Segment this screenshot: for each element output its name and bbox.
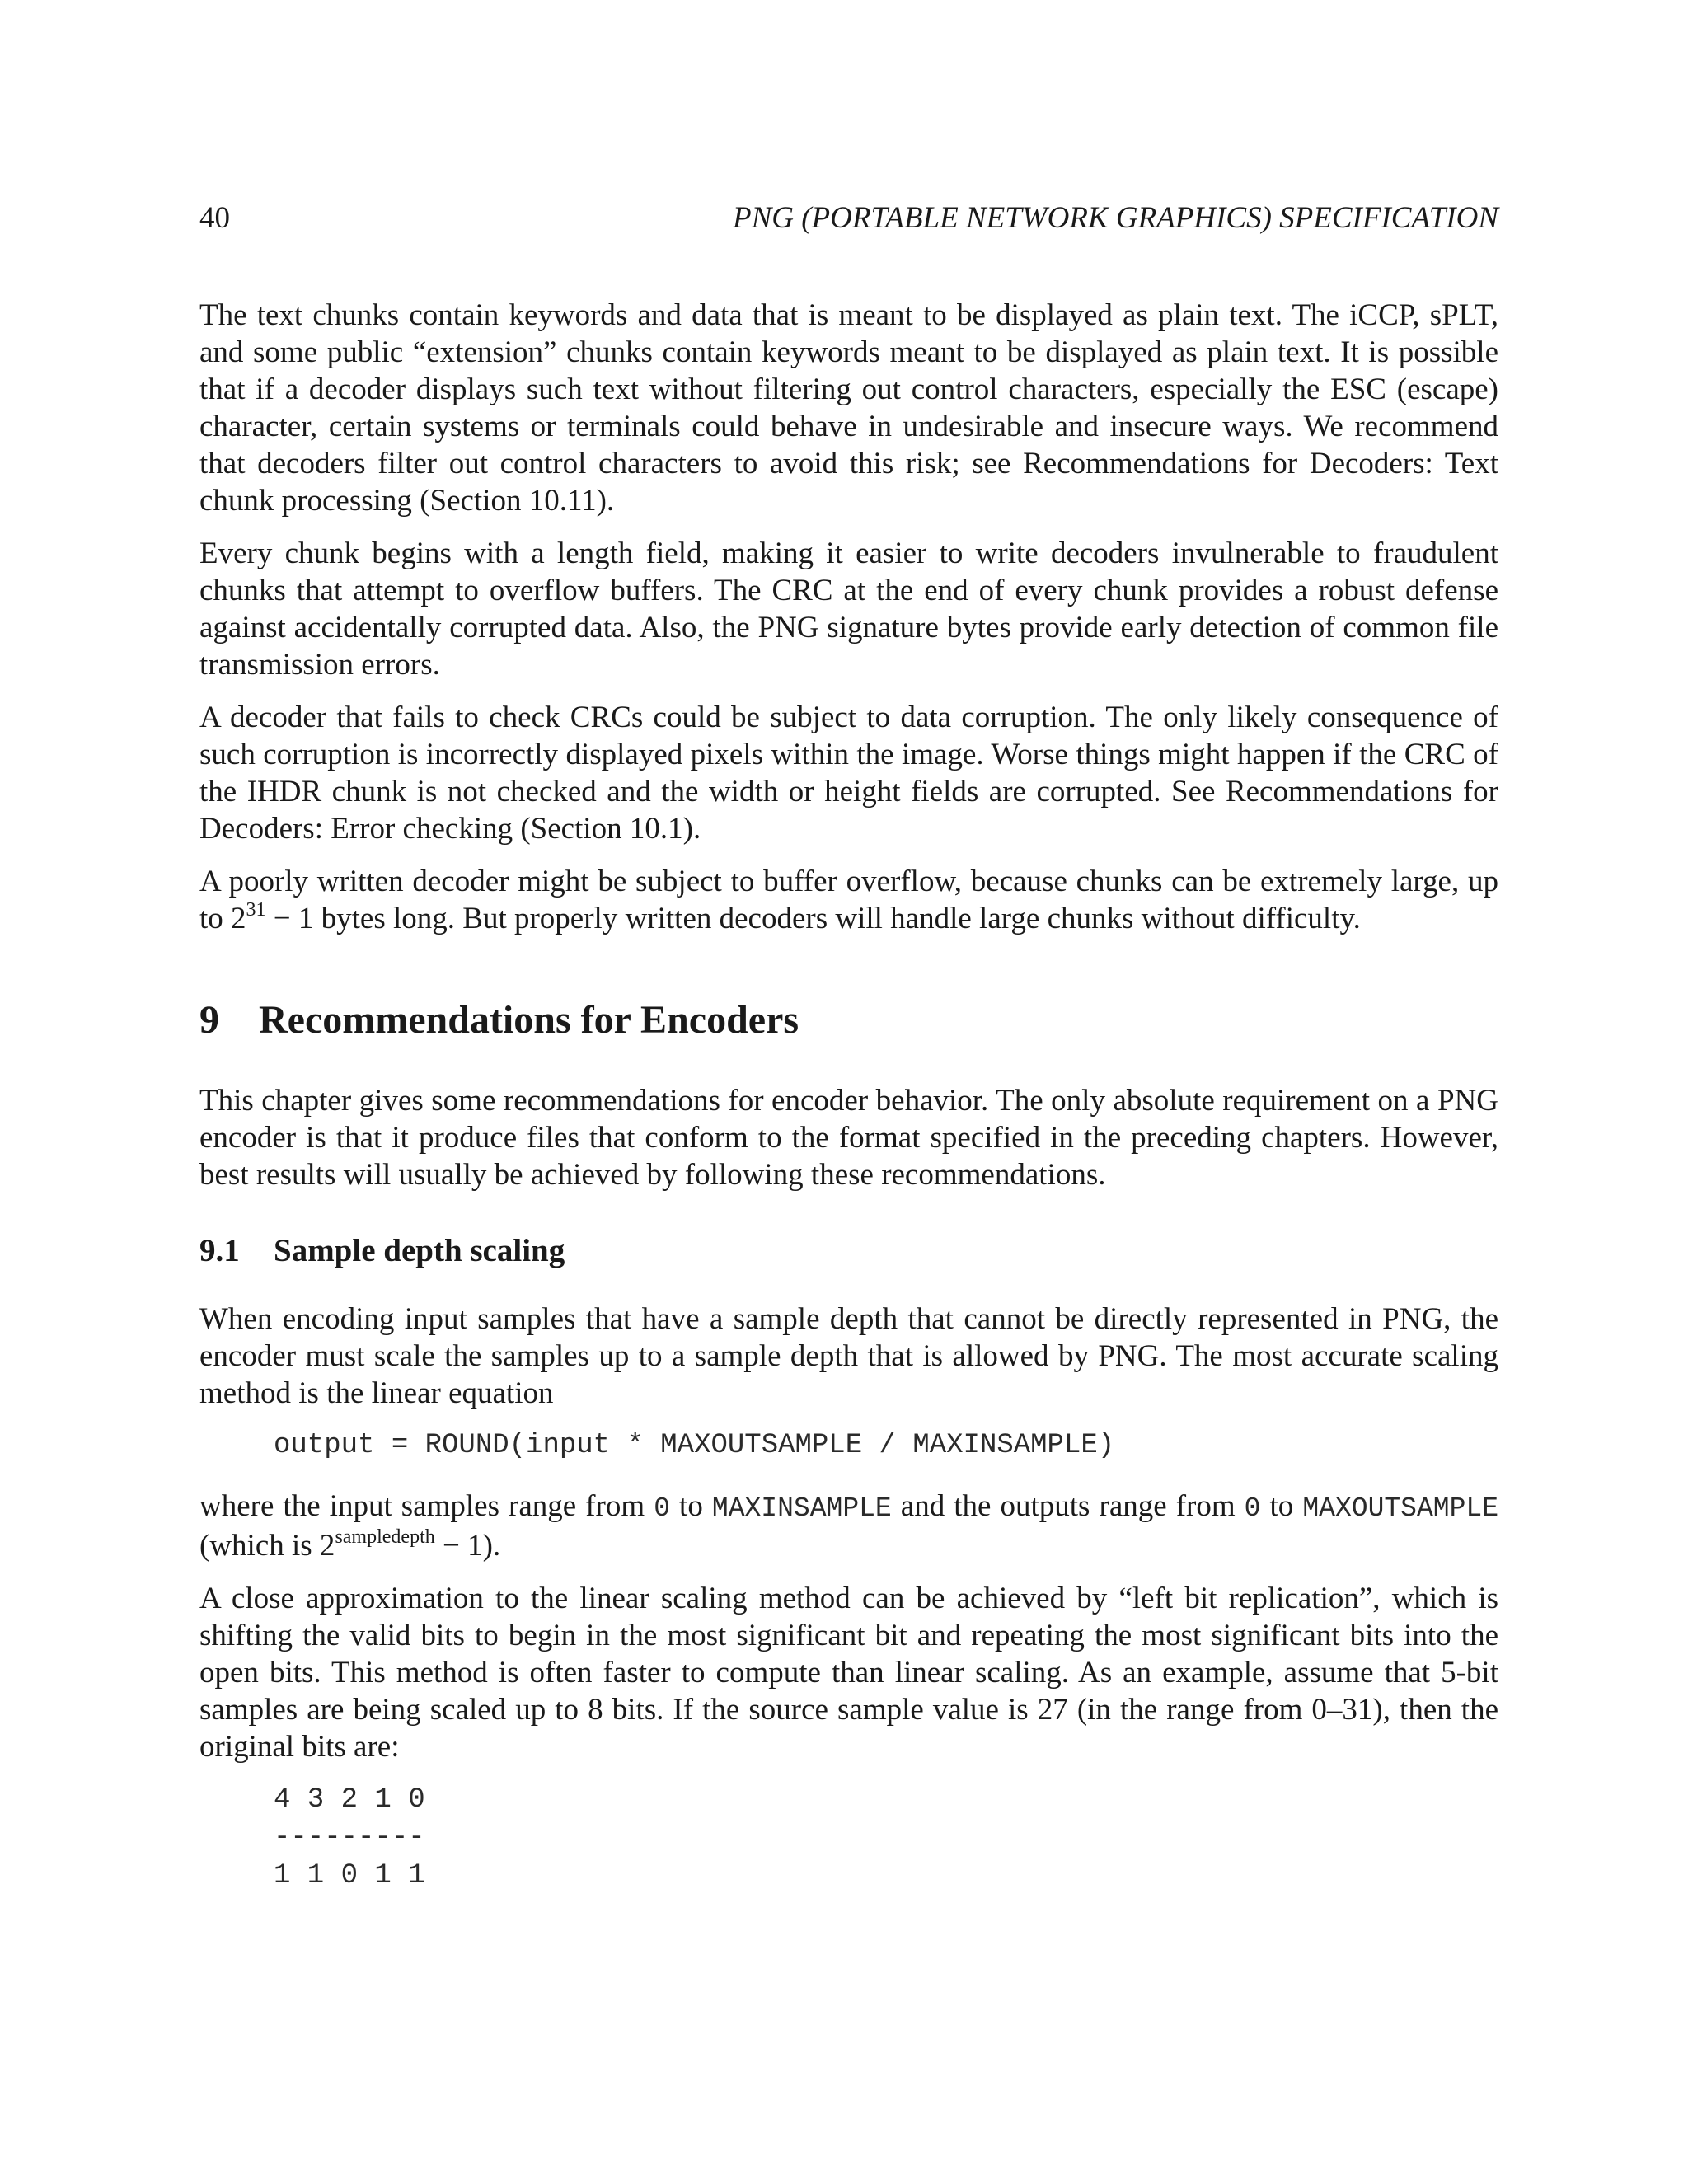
page-body xyxy=(199,297,1498,1895)
paragraph-crc-check: A decoder that fails to check CRCs could be subject to data corruption. The only likely consequence of such corruption is incorrectly displayed pixels within the image. Worse things might happen if the CRC of the IHDR chunk is not checked and the width or height fields are corrupted. See Recommendations for Decoders: Error checking (Section 10.1). xyxy=(199,701,1498,846)
overflow-text-start: A poorly written decoder might be subject to buffer overflow, because chunks can be extremely large, up to 2 xyxy=(199,865,1498,935)
exponent-31: 31 xyxy=(246,899,266,921)
range-code-zero-out: 0 xyxy=(1244,1493,1261,1524)
paragraph-scaling-intro: When encoding input samples that have a sample depth that cannot be directly represented in PNG, the encoder must scale the samples up to a sample depth that is allowed by PNG. The most accurate scaling method is the linear equation xyxy=(199,1302,1498,1410)
bit-rule-row: --------- xyxy=(274,1822,425,1854)
range-text-3: and the outputs range from xyxy=(891,1489,1245,1523)
chapter-title: Recommendations for Encoders xyxy=(259,998,799,1042)
range-code-maxinsample: MAXINSAMPLE xyxy=(711,1493,892,1524)
exponent-sampledepth: sampledepth xyxy=(335,1526,435,1548)
section-heading xyxy=(199,1232,1498,1270)
range-text-6: − 1). xyxy=(434,1529,501,1563)
page-number: 40 xyxy=(199,201,230,235)
code-linear-equation: output = ROUND(input * MAXOUTSAMPLE / MAXINSAMPLE) xyxy=(274,1430,1115,1461)
paragraph-sample-range xyxy=(199,1488,1498,1564)
range-text-2: to xyxy=(670,1489,712,1523)
paragraph-buffer-overflow xyxy=(199,863,1498,937)
paragraph-length-field: Every chunk begins with a length field, making it easier to write decoders invulnerable to fraudulent chunks that attempt to overflow buffers. The CRC at the end of every chunk provides a robust defense against accidentally corrupted data. Also, the PNG signature bytes provide early detection of common file transmission errors. xyxy=(199,537,1498,682)
range-text-5: (which is 2 xyxy=(199,1529,335,1563)
bit-values-row: 1 1 0 1 1 xyxy=(274,1860,425,1891)
chapter-heading xyxy=(199,997,1498,1043)
range-code-maxoutsample: MAXOUTSAMPLE xyxy=(1302,1493,1498,1524)
paragraph-chapter-intro: This chapter gives some recommendations for encoder behavior. The only absolute requirement on a PNG encoder is that it produce files that conform to the format specified in the preceding chapters. However, best results will usually be achieved by following these recommendations. xyxy=(199,1084,1498,1192)
paragraph-text-chunks: The text chunks contain keywords and data that is meant to be displayed as plain text. The iCCP, sPLT, and some public “extension” chunks contain keywords meant to be displayed as plain text. It is possible that if a decoder displays such text without filtering out control characters, especially the ESC (escape) character, certain systems or terminals could behave in undesirable and insecure ways. We recommend that decoders filter out control characters to avoid this risk; see Recommendations for Decoders: Text chunk processing (Section 10.11). xyxy=(199,298,1498,518)
section-number: 9.1 xyxy=(199,1233,240,1268)
range-text-4: to xyxy=(1260,1489,1303,1523)
overflow-text-end: − 1 bytes long. But properly written decoders will handle large chunks without difficulty. xyxy=(265,902,1361,935)
chapter-number: 9 xyxy=(199,998,219,1042)
section-title: Sample depth scaling xyxy=(274,1233,565,1268)
running-title: PNG (PORTABLE NETWORK GRAPHICS) SPECIFICATION xyxy=(732,201,1498,235)
range-text-1: where the input samples range from xyxy=(199,1489,654,1523)
paragraph-bit-replication: A close approximation to the linear scaling method can be achieved by “left bit replication”, which is shifting the valid bits to begin in the most significant bit and repeating the most significant bits into the open bits. This method is often faster to compute than linear scaling. As an example, assume that 5-bit samples are being scaled up to 8 bits. If the source sample value is 27 (in the range from 0–31), then the original bits are: xyxy=(199,1582,1498,1764)
bit-positions-row: 4 3 2 1 0 xyxy=(274,1784,425,1816)
range-code-zero-in: 0 xyxy=(654,1493,671,1524)
page-header xyxy=(199,198,1498,239)
